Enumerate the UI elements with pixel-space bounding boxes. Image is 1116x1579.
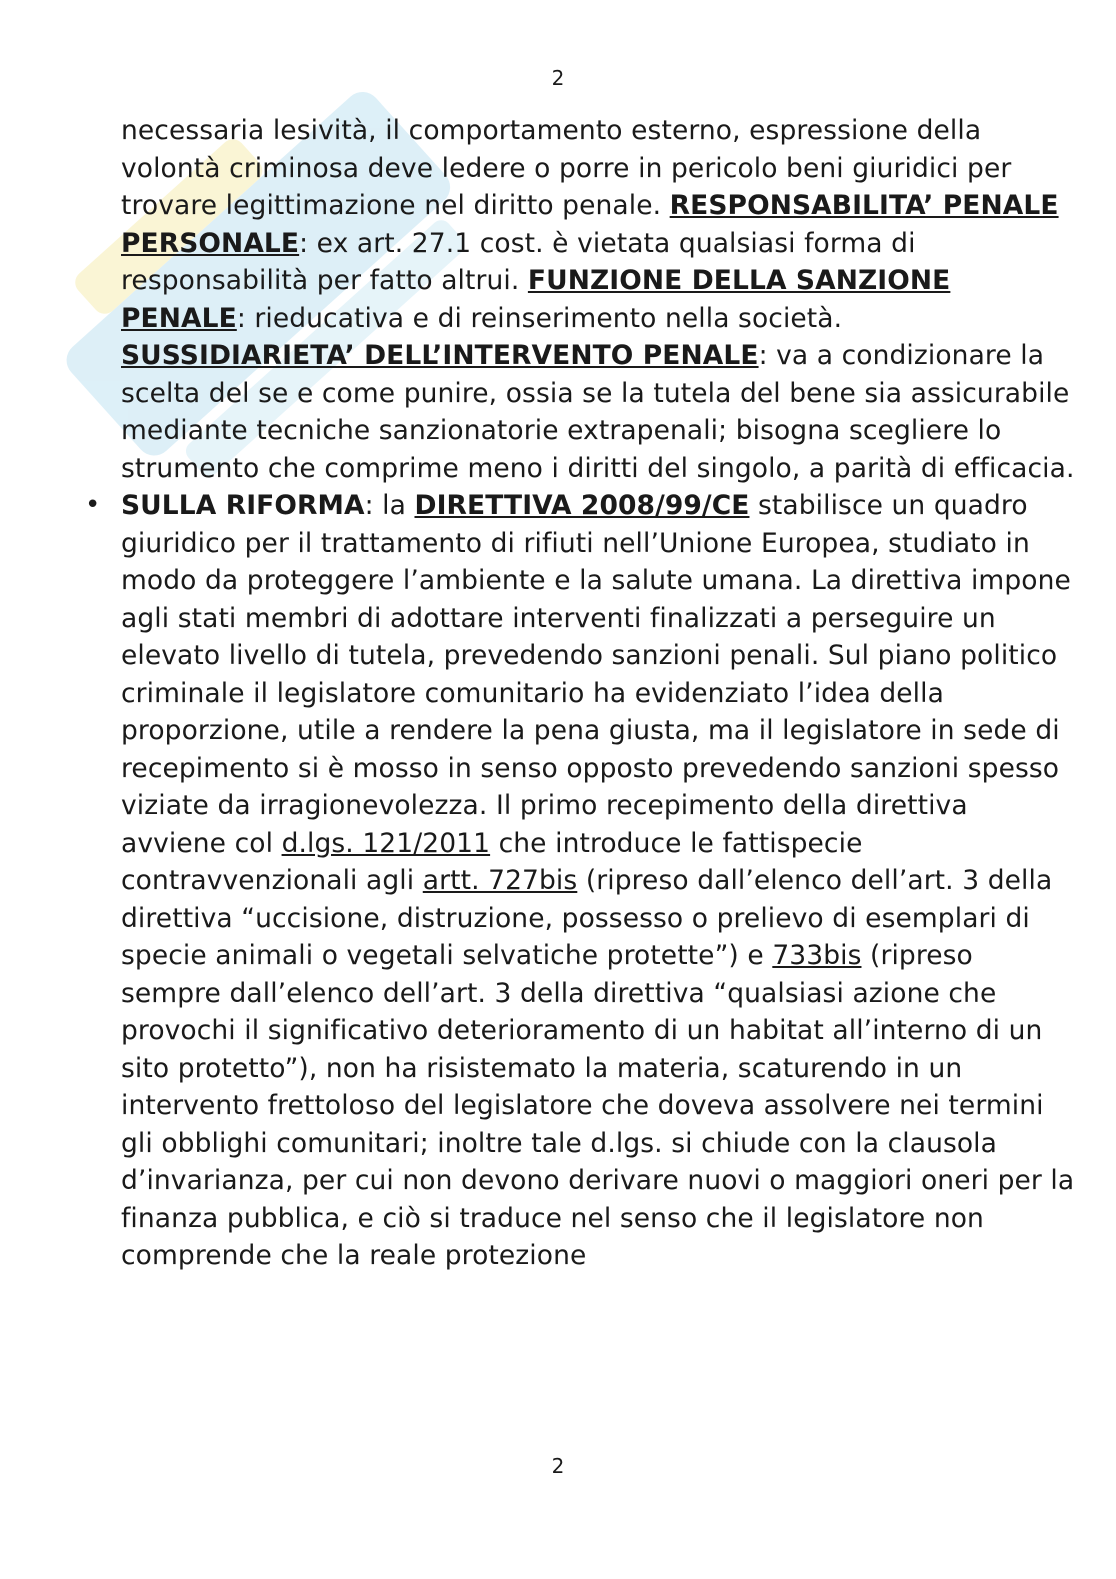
- keyword-responsabilita: RESPONSABILITA’ PENALE PERSONALE: [121, 190, 1059, 259]
- keyword-funzione-sanzione: FUNZIONE DELLA SANZIONE PENALE: [121, 265, 951, 334]
- heading-sulla-riforma: SULLA RIFORMA: [121, 490, 365, 521]
- text-run: : va a condizionare la scelta del se e come punire, ossia se la tutela del bene sia assicurabile mediante tecniche sanzionatorie extrapenali; bisogna scegliere lo strumento che comprime meno i diritti del singolo, a parità di efficacia.: [121, 340, 1075, 484]
- reference-art-733bis: 733bis: [772, 940, 862, 971]
- text-run: : ex art. 27.1 cost. è vietata qualsiasi forma di responsabilità per fatto altrui.: [121, 227, 916, 296]
- text-run: che introduce le fattispecie contravvenzionali agli: [121, 827, 863, 896]
- text-run: : rieducativa e di reinserimento nella società.: [236, 302, 843, 334]
- text-run: stabilisce un quadro giuridico per il trattamento di rifiuti nell’Unione Europea, studiato in modo da proteggere l’ambiente e la salute umana. La direttiva impone agli stati membri di adottare interventi finalizzati a perseguire un elevato livello di tutela, prevedendo sanzioni penali. Sul piano politico criminale il legislatore comunitario ha evidenziato l’idea della proporzione, utile a rendere la pena giusta, ma il legislatore in sede di recepimento si è mosso in senso opposto prevedendo sanzioni spesso viziate da irragionevolezza. Il primo recepimento della direttiva avviene col: [121, 490, 1071, 859]
- text-run: necessaria lesività, il comportamento esterno, espressione della volontà criminosa deve ledere o porre in pericolo beni giuridici per trovare legittimazione nel diritto penale.: [121, 115, 1012, 221]
- reference-art-727bis: artt. 727bis: [422, 865, 578, 896]
- reference-dlgs: d.lgs. 121/2011: [281, 827, 491, 859]
- text-run: (ripreso dall’elenco dell’art. 3 della direttiva “uccisione, distruzione, possesso o prelievo di esemplari di specie animali o vegetali selvatiche protette”) e: [121, 865, 1053, 971]
- bullet-icon: •: [85, 490, 101, 520]
- page-number-top: 2: [551, 66, 565, 90]
- page-number-bottom: 2: [551, 1454, 565, 1478]
- document-body: [85, 112, 1081, 1275]
- paragraph-principles: [121, 112, 1081, 487]
- list-item-riforma: [85, 487, 1081, 1275]
- text-run: (ripreso sempre dall’elenco dell’art. 3 della direttiva “qualsiasi azione che provochi il significativo deterioramento di un habitat all’interno di un sito protetto”), non ha risistemato la materia, scaturendo in un intervento frettoloso del legislatore che doveva assolvere nei termini gli obblighi comunitari; inoltre tale d.lgs. si chiude con la clausola d’invarianza, per cui non devono derivare nuovi o maggiori oneri per la finanza pubblica, e ciò si traduce nel senso che il legislatore non comprende che la reale protezione: [121, 940, 1075, 1271]
- keyword-direttiva: DIRETTIVA 2008/99/CE: [414, 490, 750, 521]
- text-run: : la: [364, 490, 415, 521]
- keyword-sussidiarieta: SUSSIDIARIETA’ DELL’INTERVENTO PENALE: [121, 340, 759, 371]
